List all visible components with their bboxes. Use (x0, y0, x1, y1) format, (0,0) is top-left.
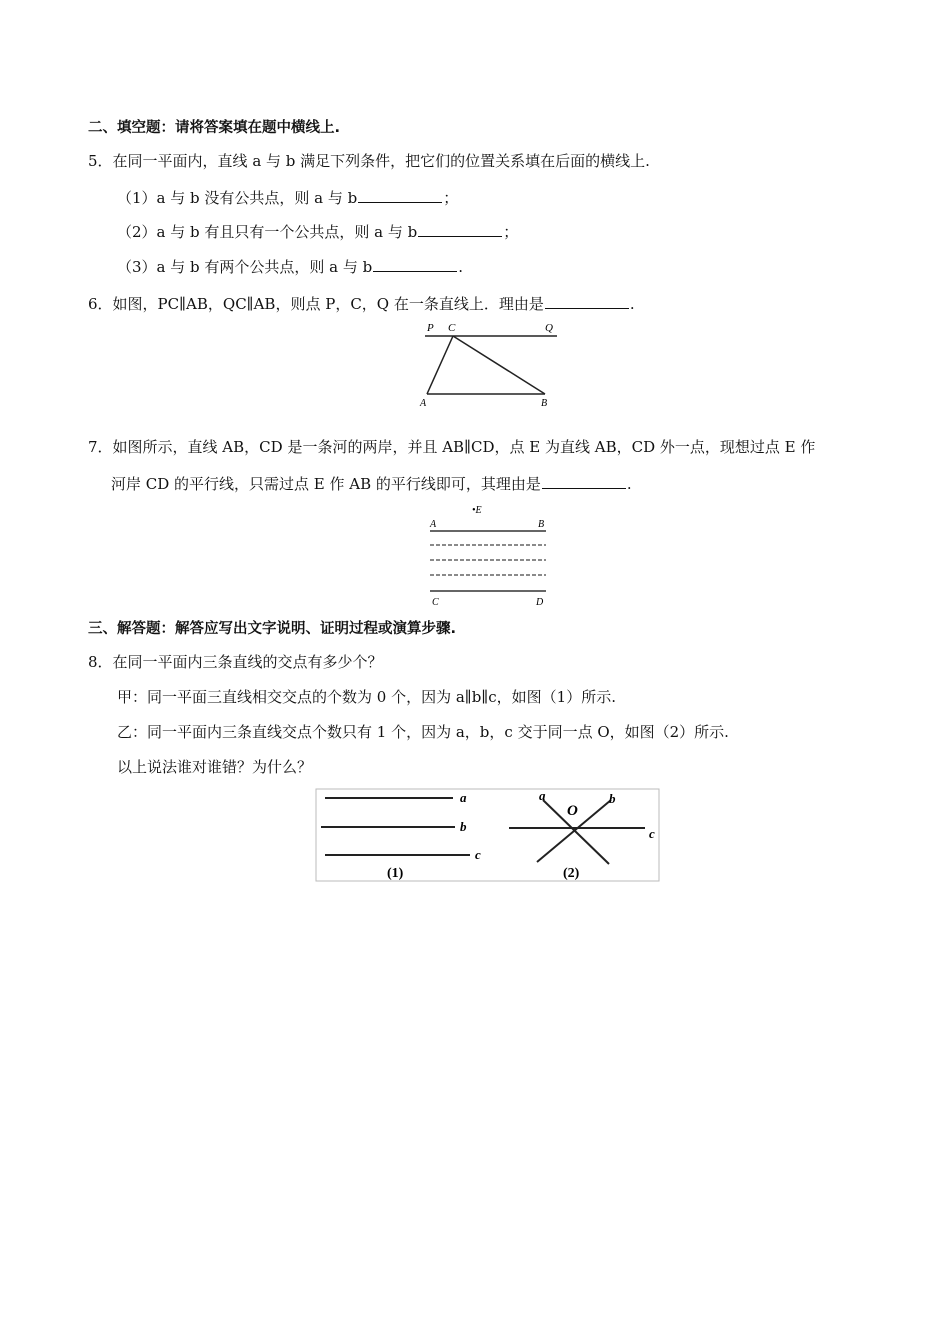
caption-1: (1) (387, 866, 404, 881)
label-c: c (649, 826, 655, 841)
answer-blank[interactable] (418, 222, 502, 237)
segment-ca (427, 336, 453, 394)
question-6-stem: 6．如图，PC∥AB，QC∥AB，则点 P，C，Q 在一条直线上．理由是 . (88, 295, 635, 313)
question-8-claim-yi: 乙：同一平面内三条直线交点个数只有 1 个，因为 a，b，c 交于同一点 O，如图（2）所示. (117, 723, 729, 741)
label-b: B (541, 398, 548, 409)
label-a: A (430, 519, 437, 530)
label-a: A (420, 398, 427, 409)
answer-blank[interactable] (545, 294, 629, 309)
question-7-line-2: 河岸 CD 的平行线，只需过点 E 作 AB 的平行线即可，其理由是 . (111, 475, 632, 493)
question-5-item-3: （3）a 与 b 有两个公共点，则 a 与 b . (117, 258, 464, 276)
question-5-item-2: （2）a 与 b 有且只有一个公共点，则 a 与 b ； (117, 223, 519, 241)
triangle-figure (415, 318, 565, 410)
answer-blank[interactable] (542, 474, 626, 489)
answer-blank[interactable] (358, 188, 442, 203)
label-c: C (448, 322, 456, 334)
section-three-heading: 三、解答题：解答应写出文字说明、证明过程或演算步骤. (88, 621, 457, 637)
label-b: B (538, 519, 545, 530)
section-two-heading: 二、填空题：请将答案填在题中横线上. (88, 120, 341, 136)
label-c: c (475, 847, 481, 862)
lines-figure (315, 786, 660, 882)
question-8-claim-jia: 甲：同一平面三直线相交交点的个数为 0 个，因为 a∥b∥c，如图（1）所示. (117, 688, 616, 706)
point-e-label: •E (472, 505, 482, 516)
label-o: O (567, 803, 578, 819)
question-8-question: 以上说法谁对谁错？为什么？ (117, 758, 313, 776)
question-5-stem: 5．在同一平面内，直线 a 与 b 满足下列条件，把它们的位置关系填在后面的横线上. (88, 152, 650, 170)
label-a: a (460, 790, 467, 805)
label-q: Q (545, 322, 553, 334)
answer-blank[interactable] (373, 257, 457, 272)
label-b: b (609, 791, 616, 806)
segment-cb (453, 336, 545, 394)
label-a: a (539, 788, 546, 803)
label-c: C (432, 597, 439, 608)
question-7-line-1: 7．如图所示，直线 AB，CD 是一条河的两岸，并且 AB∥CD，点 E 为直线 AB，CD 外一点，现想过点 E 作 (88, 438, 816, 456)
label-d: D (536, 597, 544, 608)
river-figure (422, 500, 562, 610)
question-5-item-1: （1）a 与 b 没有公共点，则 a 与 b ； (117, 189, 459, 207)
label-p: P (427, 322, 434, 334)
label-b: b (460, 819, 467, 834)
question-8-stem: 8．在同一平面内三条直线的交点有多少个？ (88, 653, 383, 671)
caption-2: (2) (563, 866, 580, 881)
